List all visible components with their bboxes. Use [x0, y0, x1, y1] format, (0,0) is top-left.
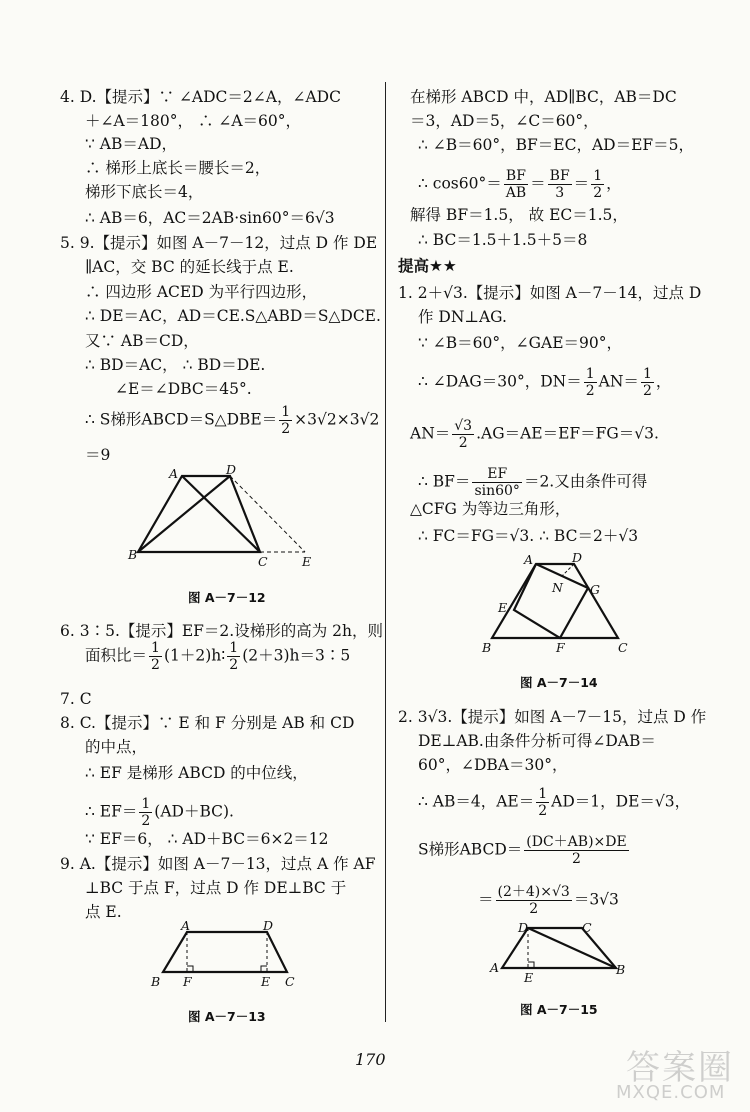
r-q1-line7: △CFG 为等边三角形， [410, 500, 571, 518]
r-q1-line6-start: ∴ BF＝ [418, 472, 471, 491]
label-b: B [128, 547, 138, 562]
r-q1-line2: 作 DN⊥AG. [418, 308, 507, 326]
fraction-numerator: EF [472, 466, 522, 483]
q6-line2-end: (2＋3)h＝3∶5 [242, 646, 351, 665]
r-q2-line5 [418, 834, 631, 867]
cont-equals-1: ＝ [530, 174, 546, 193]
fraction-numerator: 1 [141, 796, 151, 812]
r-q1-line4-end: ， [655, 372, 672, 391]
cont-line1: 在梯形 ABCD 中，AD∥BC，AB＝DC [410, 88, 677, 106]
r-q1-line4 [418, 366, 671, 399]
q5-line5: 又∵ AB＝CD， [85, 332, 199, 350]
q6-line2-start: 面积比＝ [85, 646, 148, 665]
cont-fraction-3 [591, 168, 604, 201]
fraction-denominator: 2 [141, 813, 151, 829]
label-d: D [518, 920, 529, 935]
figure-caption-a-7-15: 图 A－7－15 [520, 1002, 598, 1017]
q8-line4 [85, 796, 234, 829]
r-q2-line6-end: ＝3√3 [573, 890, 619, 909]
fraction-numerator: 1 [281, 404, 291, 420]
cont-line4 [418, 168, 622, 201]
r-q2-line4 [418, 786, 690, 819]
q4-line1: 4. D.【提示】∵ ∠ADC＝2∠A，∠ADC [60, 88, 341, 106]
label-c: C [582, 920, 592, 935]
column-divider [385, 82, 386, 1022]
r-q2-line2: DE⊥AB.由条件分析可得∠DAB＝ [418, 732, 656, 750]
q9-line2: ⊥BC 于点 F，过点 D 作 DE⊥BC 于 [85, 879, 347, 897]
r-q1-line4-start: ∴ ∠DAG＝30°，DN＝ [418, 372, 582, 391]
r-q2-fraction-1 [536, 786, 549, 819]
r-q2-line4-start: ∴ AB＝4，AE＝ [418, 792, 535, 811]
q5-line9: ＝9 [85, 446, 111, 464]
r-q2-line6 [478, 884, 619, 917]
label-c: C [618, 640, 628, 655]
q4-line6: ∴ AB＝6，AC＝2AB·sin60°＝6√3 [85, 209, 335, 227]
fraction-denominator: 2 [585, 383, 595, 399]
q8-fraction [139, 796, 152, 829]
fraction-numerator: (DC＋AB)×DE [526, 834, 627, 850]
q5-line2: ∥AC，交 BC 的延长线于点 E. [85, 258, 294, 276]
label-e: E [498, 600, 508, 615]
fraction-numerator: √3 [454, 418, 473, 434]
figure-caption-a-7-12: 图 A－7－12 [188, 590, 266, 605]
cont-line2: ＝3，AD＝5，∠C＝60°， [410, 112, 599, 130]
page-number: 170 [355, 1050, 386, 1069]
q5-line6: ∴ BD＝AC， ∴ BD＝DE. [85, 356, 266, 374]
figure-a-7-12 [120, 462, 330, 572]
q8-line2: 的中点， [85, 738, 148, 756]
label-d: D [263, 918, 274, 933]
fraction-numerator: 1 [642, 366, 652, 382]
r-q2-fraction-3 [496, 884, 572, 917]
label-f: F [556, 640, 565, 655]
q4-line4: ∴ 梯形上底长＝腰长＝2， [85, 159, 271, 177]
fraction-denominator: 2 [538, 803, 548, 819]
fraction-numerator: 1 [229, 640, 239, 656]
label-d: D [226, 462, 237, 477]
figure-caption-a-7-13: 图 A－7－13 [188, 1009, 266, 1024]
label-b: B [482, 640, 492, 655]
label-a: A [524, 552, 534, 567]
fraction-denominator: 2 [642, 383, 652, 399]
cont-line4-start: ∴ cos60°＝ [418, 174, 502, 193]
q4-line3: ∵ AB＝AD， [85, 135, 177, 153]
q4-line2: ＋∠A＝180°， ∴ ∠A＝60°， [85, 112, 302, 130]
label-c: C [285, 974, 295, 989]
r-q1-fraction-1 [584, 366, 597, 399]
r-q1-line6 [418, 466, 647, 499]
r-q1-line5-end: .AG＝AE＝EF＝FG＝√3. [476, 424, 659, 443]
label-n: N [552, 580, 563, 595]
cont-line5: 解得 BF＝1.5， 故 EC＝1.5， [410, 206, 628, 224]
cont-line6: ∴ BC＝1.5＋1.5＋5＝8 [418, 231, 588, 249]
q6-line2-mid: (1＋2)h∶ [163, 646, 226, 665]
watermark-text: 答案圈 [626, 1048, 734, 1088]
q5-line8 [85, 404, 379, 437]
fraction-numerator: 1 [151, 640, 160, 656]
figure-a-7-13 [145, 918, 315, 990]
fraction-numerator: BF [504, 168, 528, 185]
fraction-numerator: 1 [593, 168, 603, 184]
section-heading: 提高★★ [398, 257, 457, 275]
r-q2-fraction-2 [524, 834, 628, 867]
r-q1-line1: 1. 2＋√3.【提示】如图 A－7－14，过点 D [398, 284, 702, 302]
q7-line1: 7. C [60, 690, 92, 708]
r-q1-line8: ∴ FC＝FG＝√3. ∴ BC＝2＋√3 [418, 527, 639, 545]
r-q1-fraction-3 [452, 418, 474, 451]
fraction-denominator: 3 [555, 185, 565, 201]
figure-caption-a-7-14: 图 A－7－14 [520, 675, 598, 690]
fraction-numerator: 1 [538, 786, 548, 802]
q9-line3: 点 E. [85, 903, 122, 921]
r-q1-line3: ∵ ∠B＝60°，∠GAE＝90°， [418, 334, 622, 352]
label-g: G [590, 582, 600, 597]
label-b: B [151, 974, 161, 989]
q8-line5: ∵ EF＝6， ∴ AD＋BC＝6×2＝12 [85, 830, 329, 848]
fraction-denominator: 2 [458, 435, 468, 451]
label-e: E [524, 970, 534, 985]
r-q1-fraction-2 [641, 366, 654, 399]
q8-line1: 8. C.【提示】∵ E 和 F 分别是 AB 和 CD [60, 714, 355, 732]
q5-fraction [279, 404, 292, 437]
fraction-denominator: 2 [529, 901, 539, 917]
label-a: A [181, 918, 191, 933]
r-q2-line5-start: S梯形ABCD＝ [418, 840, 523, 859]
cont-fraction-2 [548, 168, 572, 201]
fraction-denominator: 2 [281, 421, 291, 437]
q8-line4-end: (AD＋BC). [154, 802, 234, 821]
fraction-numerator: (2＋4)×√3 [497, 884, 570, 900]
q6-line1: 6. 3∶5.【提示】EF＝2.设梯形的高为 2h，则 [60, 622, 383, 640]
r-q2-line3: 60°，∠DBA＝30°， [418, 756, 568, 774]
q5-line4: ∴ DE＝AC，AD＝CE.S△ABD＝S△DCE. [85, 307, 381, 325]
r-q2-line6-start: ＝ [478, 890, 494, 909]
r-q2-line1: 2. 3√3.【提示】如图 A－7－15，过点 D 作 [398, 708, 707, 726]
r-q1-line4-mid: AN＝ [598, 372, 639, 391]
label-a: A [490, 960, 500, 975]
q5-line7: ∠E＝∠DBC＝45°. [115, 380, 252, 398]
fraction-denominator: AB [505, 185, 527, 201]
q5-line3: ∴ 四边形 ACED 为平行四边形， [85, 283, 318, 301]
cont-comma: ， [606, 174, 622, 193]
fraction-numerator: BF [549, 168, 570, 184]
label-c: C [258, 554, 268, 569]
fraction-denominator: 2 [572, 851, 581, 867]
q6-line2 [85, 640, 350, 673]
r-q1-line6-end: ＝2.又由条件可得 [523, 472, 648, 491]
fraction-denominator: 2 [593, 185, 603, 201]
q4-line5: 梯形下底长＝4， [85, 183, 204, 201]
label-e: E [302, 554, 312, 569]
q8-line3: ∴ EF 是梯形 ABCD 的中位线， [85, 764, 308, 782]
label-e: E [261, 974, 271, 989]
label-f: F [183, 974, 192, 989]
r-q1-fraction-4 [472, 466, 522, 499]
q5-line1: 5. 9.【提示】如图 A－7－12，过点 D 作 DE [60, 234, 378, 252]
cont-fraction-1 [504, 168, 528, 201]
watermark-logo [612, 1040, 742, 1106]
watermark-url: MXQE.COM [616, 1082, 726, 1103]
label-a: A [169, 466, 179, 481]
r-q1-line5 [410, 418, 659, 451]
q9-line1: 9. A.【提示】如图 A－7－13，过点 A 作 AF [60, 855, 376, 873]
r-q2-line4-end: AD＝1，DE＝√3， [551, 792, 691, 811]
q5-line8-start: ∴ S梯形ABCD＝S△DBE＝ [85, 410, 278, 429]
label-b: B [616, 962, 626, 977]
cont-line3: ∴ ∠B＝60°，BF＝EC，AD＝EF＝5， [418, 136, 695, 154]
q6-fraction-2 [227, 640, 240, 673]
fraction-denominator: 2 [151, 657, 160, 673]
q6-fraction-1 [149, 640, 162, 673]
figure-a-7-15 [484, 918, 634, 990]
q5-line8-end: ×3√2×3√2 [294, 410, 380, 429]
q8-line4-start: ∴ EF＝ [85, 802, 138, 821]
cont-equals-2: ＝ [573, 174, 590, 193]
fraction-numerator: 1 [585, 366, 595, 382]
fraction-denominator: 2 [229, 657, 239, 673]
r-q1-line5-start: AN＝ [410, 424, 451, 443]
label-d: D [572, 550, 583, 565]
figure-a-7-14 [478, 548, 638, 660]
fraction-denominator: sin60° [474, 483, 520, 499]
